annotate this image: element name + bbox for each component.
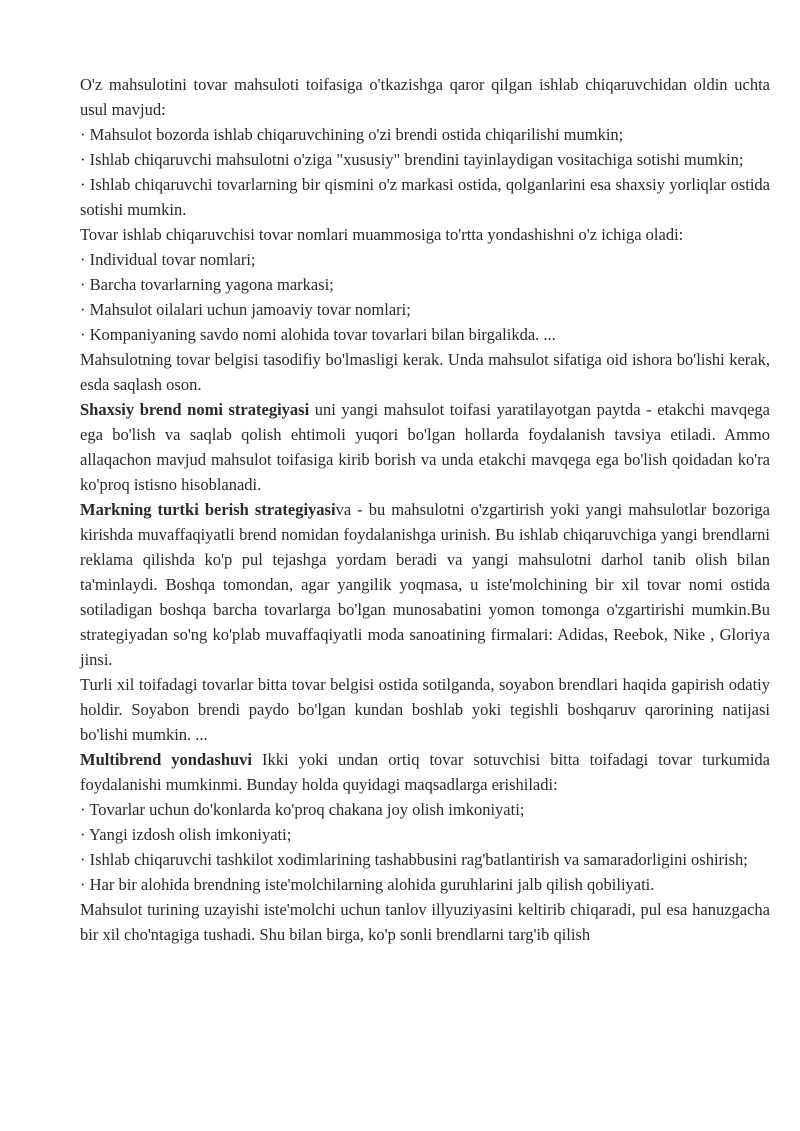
list-item: · Barcha tovarlarning yagona markasi; [80, 275, 334, 294]
document-page [80, 72, 770, 947]
list-item: · Yangi izdosh olish imkoniyati; [80, 825, 292, 844]
list-item: · Mahsulot bozorda ishlab chiqaruvchining o'zi brendi ostida chiqarilishi mumkin; [80, 125, 624, 144]
term-heading: Markning turtki berish strategiyasi [80, 500, 336, 519]
term-heading: Multibrend yondashuvi [80, 750, 253, 769]
intro-paragraph: O'z mahsulotini tovar mahsuloti toifasiga o'tkazishga qaror qilgan ishlab chiqaruvchidan oldin uchta usul mavjud: [80, 75, 770, 119]
list-item: · Kompaniyaning savdo nomi alohida tovar tovarlari bilan birgalikda. ... [80, 325, 556, 344]
list-item: · Ishlab chiqaruvchi tovarlarning bir qismini o'z markasi ostida, qolganlarini esa shaxsiy yorliqlar ostida sotishi mumkin. [80, 175, 770, 219]
list-item: · Individual tovar nomlari; [80, 250, 256, 269]
list-item: · Ishlab chiqaruvchi tashkilot xodimlarining tashabbusini rag'batlantirish va samaradorligini oshirish; [80, 850, 748, 869]
list-item: · Mahsulot oilalari uchun jamoaviy tovar nomlari; [80, 300, 411, 319]
list-item: · Ishlab chiqaruvchi mahsulotni o'ziga "xususiy" brendini tayinlaydigan vositachiga sotishi mumkin; [80, 150, 744, 169]
paragraph: Turli xil toifadagi tovarlar bitta tovar belgisi ostida sotilganda, soyabon brendlari haqida gapirish odatiy holdir. Soyabon brendi paydo bo'lgan kundan boshlab yoki tegishli boshqaruv qarorining natijasi bo'lishi mumkin. ... [80, 675, 770, 744]
list-item: · Tovarlar uchun do'konlarda ko'proq chakana joy olish imkoniyati; [80, 800, 525, 819]
paragraph: Multibrend yondashuvi Ikki yoki undan ortiq tovar sotuvchisi bitta toifadagi tovar turkumida foydalanishi mumkinmi. Bunday holda quyidagi maqsadlarga erishiladi: [80, 750, 770, 794]
paragraph: Mahsulot turining uzayishi iste'molchi uchun tanlov illyuziyasini keltirib chiqaradi, pul esa hanuzgacha bir xil cho'ntagiga tushadi. Shu bilan birga, ko'p sonli brendlarni targ'ib qilish [80, 900, 770, 944]
paragraph: Tovar ishlab chiqaruvchisi tovar nomlari muammosiga to'rtta yondashishni o'z ichiga oladi: [80, 225, 684, 244]
paragraph: Markning turtki berish strategiyasiva - bu mahsulotni o'zgartirish yoki yangi mahsulotlar bozoriga kirishda muvaffaqiyatli brend nomidan foydalanishga urinish. Bu ishlab chiqaruvchiga yangi brendlarni reklama qilishda ko'p pul tejashga yordam beradi va yangi mahsulotni darhol tanib olish bilan ta'minlaydi. Boshqa tomondan, agar yangilik yoqmasa, u iste'molchining bir xil tovar nomi ostida sotiladigan boshqa barcha tovarlarga bo'lgan munosabatini yomon tomonga o'zgartirishi mumkin.Bu strategiyadan so'ng ko'plab muvaffaqiyatli moda sanoatining firmalari: Adidas, Reebok, Nike , Gloriya jinsi. [80, 500, 770, 669]
paragraph: Shaxsiy brend nomi strategiyasi uni yangi mahsulot toifasi yaratilayotgan paytda - etakchi mavqega ega bo'lish va saqlab qolish ehtimoli yuqori bo'lgan hollarda foydalanish tavsiya etiladi. Ammo allaqachon mavjud mahsulot toifasiga kirib borish va unda etakchi mavqega ega bo'lish qoidadan ko'ra ko'proq istisno hisoblanadi. [80, 400, 771, 494]
paragraph: Mahsulotning tovar belgisi tasodifiy bo'lmasligi kerak. Unda mahsulot sifatiga oid ishora bo'lishi kerak, esda saqlash oson. [80, 350, 770, 394]
list-item: · Har bir alohida brendning iste'molchilarning alohida guruhlarini jalb qilish qobiliyati. [80, 875, 655, 894]
term-heading: Shaxsiy brend nomi strategiyasi [80, 400, 310, 419]
